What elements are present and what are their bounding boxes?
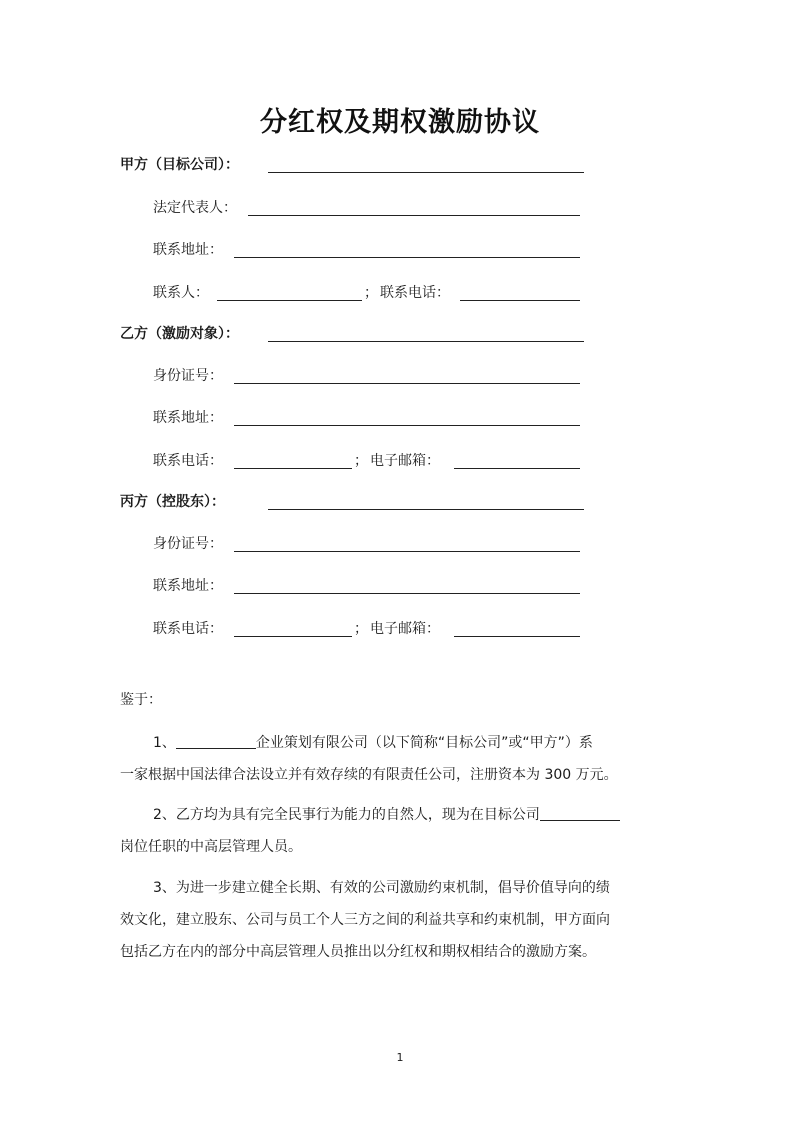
- whereas-heading: 鉴于：: [120, 692, 162, 708]
- party-a-legal-rep-row: [153, 196, 583, 220]
- party-c-email-label: 电子邮箱：: [370, 621, 440, 637]
- party-b-name-blank[interactable]: [268, 341, 584, 342]
- clause-3-line-1: 3、为进一步建立健全长期、有效的公司激励约束机制，倡导价值导向的绩: [153, 880, 610, 896]
- clause-1-line-1: [153, 731, 680, 755]
- legal-rep-blank[interactable]: [248, 215, 580, 216]
- contact-person-label: 联系人：: [153, 285, 209, 301]
- whereas-clause-3: [120, 876, 680, 968]
- clause-1-line-1-text: 企业策划有限公司（以下简称“目标公司”或“甲方”）系: [255, 735, 593, 751]
- party-c-phone-label: 联系电话：: [153, 621, 223, 637]
- party-a-name-blank[interactable]: [268, 172, 584, 173]
- party-c-id-blank[interactable]: [234, 551, 580, 552]
- party-b-heading-row: [120, 322, 590, 346]
- party-a-address-blank[interactable]: [234, 257, 580, 258]
- party-b-address-blank[interactable]: [234, 425, 580, 426]
- clause-1-prefix: 1、: [153, 735, 176, 751]
- party-a-phone-label: 联系电话：: [380, 285, 450, 301]
- party-c-heading-row: [120, 490, 590, 514]
- clause-3-line-3: 包括乙方在内的部分中高层管理人员推出以分红权和期权相结合的激励方案。: [120, 944, 596, 960]
- party-a-address-label: 联系地址：: [153, 242, 223, 258]
- party-b-address-label: 联系地址：: [153, 410, 223, 426]
- party-c-email-blank[interactable]: [454, 636, 580, 637]
- party-a-address-row: [153, 238, 583, 262]
- whereas-heading-row: [120, 688, 220, 712]
- company-name-blank[interactable]: [176, 732, 256, 749]
- party-a-phone-blank[interactable]: [460, 300, 580, 301]
- party-b-email-label: 电子邮箱：: [370, 453, 440, 469]
- party-b-heading: 乙方（激励对象）：: [120, 326, 239, 342]
- party-c-phone-email-row: [153, 617, 583, 641]
- party-c-address-row: [153, 574, 583, 598]
- page-number: 1: [396, 1051, 404, 1064]
- party-c-id-row: [153, 532, 583, 556]
- clause-2-line-2: 岗位任职的中高层管理人员。: [120, 839, 302, 855]
- clause-2-line-1-text: 2、乙方均为具有完全民事行为能力的自然人，现为在目标公司: [153, 807, 540, 823]
- party-b-separator: ；: [354, 453, 368, 469]
- party-a-heading: 甲方（目标公司）：: [120, 157, 239, 173]
- party-b-id-blank[interactable]: [234, 383, 580, 384]
- party-a-contact-row: [153, 281, 583, 305]
- contact-separator: ；: [364, 285, 378, 301]
- party-c-separator: ；: [354, 621, 368, 637]
- party-b-email-blank[interactable]: [454, 468, 580, 469]
- clause-3-line-2: 效文化，建立股东、公司与员工个人三方之间的利益共享和约束机制，甲方面向: [120, 912, 610, 928]
- party-a-heading-row: [120, 153, 590, 177]
- party-b-phone-email-row: [153, 449, 583, 473]
- party-b-address-row: [153, 406, 583, 430]
- party-c-name-blank[interactable]: [268, 509, 584, 510]
- clause-1-line-2: 一家根据中国法律合法设立并有效存续的有限责任公司，注册资本为 300 万元。: [120, 767, 618, 783]
- clause-2-line-1: [153, 803, 680, 827]
- party-c-phone-blank[interactable]: [234, 636, 352, 637]
- party-b-phone-blank[interactable]: [234, 468, 352, 469]
- party-c-id-label: 身份证号：: [153, 536, 223, 552]
- whereas-clause-2: [120, 803, 680, 863]
- party-b-id-label: 身份证号：: [153, 368, 223, 384]
- legal-rep-label: 法定代表人：: [153, 200, 237, 216]
- position-blank[interactable]: [540, 804, 620, 821]
- party-b-phone-label: 联系电话：: [153, 453, 223, 469]
- party-c-address-label: 联系地址：: [153, 578, 223, 594]
- party-c-heading: 丙方（控股东）：: [120, 494, 225, 510]
- document-title: 分红权及期权激励协议: [260, 107, 540, 138]
- party-b-id-row: [153, 364, 583, 388]
- contact-person-blank[interactable]: [217, 300, 362, 301]
- whereas-clause-1: [120, 731, 680, 791]
- party-c-address-blank[interactable]: [234, 593, 580, 594]
